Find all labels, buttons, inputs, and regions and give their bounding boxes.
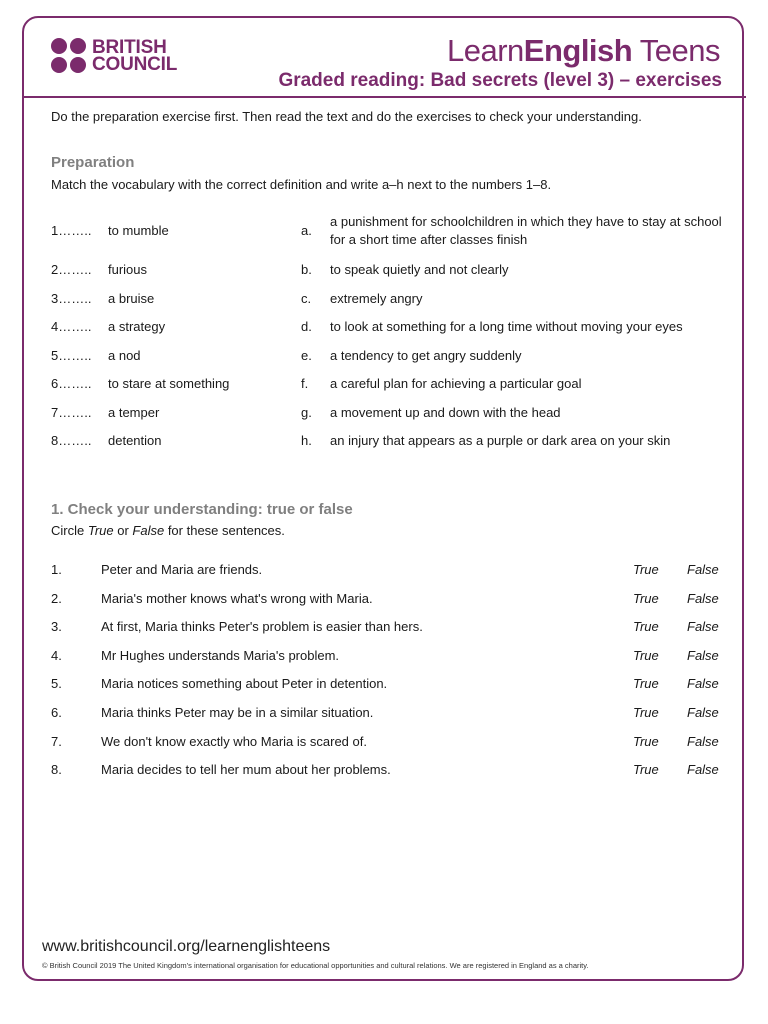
definition-text: a tendency to get angry suddenly <box>330 348 522 363</box>
true-option[interactable]: True <box>633 762 659 778</box>
statement-number: 6. <box>51 705 62 720</box>
logo-dots-icon <box>51 38 86 73</box>
definition-text: to look at something for a long time without moving your eyes <box>330 319 683 334</box>
definition-letter: c. <box>301 291 312 306</box>
true-option[interactable]: True <box>633 676 659 692</box>
definition-text: a careful plan for achieving a particular goal <box>330 376 582 391</box>
exercise1-heading: 1. Check your understanding: true or false <box>51 501 353 518</box>
definition-letter: d. <box>301 319 312 334</box>
vocab-term: to stare at something <box>108 376 230 391</box>
vocab-number[interactable]: 1…….. <box>51 223 92 238</box>
british-council-logo <box>51 38 177 73</box>
footer-url[interactable]: www.britishcouncil.org/learnenglishteens <box>42 938 331 955</box>
vocab-number[interactable]: 4…….. <box>51 319 92 334</box>
statement-text: Maria thinks Peter may be in a similar situation. <box>101 705 374 720</box>
statement-text: At first, Maria thinks Peter's problem is easier than hers. <box>101 619 423 635</box>
page-title: Graded reading: Bad secrets (level 3) – exercises <box>278 70 722 91</box>
statement-number: 1. <box>51 562 62 577</box>
statement-text: Maria notices something about Peter in detention. <box>101 676 388 692</box>
definition-text: a punishment for schoolchildren in which they have to stay at school for a short time after classes finish <box>330 214 722 247</box>
definition-letter: b. <box>301 262 312 277</box>
definition-text: to speak quietly and not clearly <box>330 262 509 277</box>
logo-line-2: COUNCIL <box>92 53 178 75</box>
vocab-term: a strategy <box>108 319 166 334</box>
statement-number: 7. <box>51 733 62 749</box>
preparation-instruction: Match the vocabulary with the correct definition and write a–h next to the numbers 1–8. <box>51 177 552 192</box>
false-option[interactable]: False <box>687 733 719 749</box>
false-option[interactable]: False <box>687 705 719 720</box>
preparation-heading: Preparation <box>51 154 135 171</box>
learnenglish-teens-logo: LearnEnglish Teens <box>446 33 720 68</box>
statement-number: 4. <box>51 647 62 663</box>
false-option[interactable]: False <box>687 762 719 778</box>
true-option[interactable]: True <box>633 619 659 635</box>
false-option[interactable]: False <box>687 676 719 692</box>
false-option[interactable]: False <box>687 647 719 663</box>
vocab-term: detention <box>108 433 162 448</box>
true-option[interactable]: True <box>633 733 659 749</box>
vocab-term: a nod <box>108 348 141 363</box>
false-option[interactable]: False <box>687 590 719 606</box>
definition-letter: a. <box>301 223 312 238</box>
statement-number: 3. <box>51 619 62 635</box>
header-divider <box>22 96 746 98</box>
statement-number: 5. <box>51 676 62 692</box>
true-option[interactable]: True <box>633 705 659 720</box>
vocab-number[interactable]: 3…….. <box>51 291 92 306</box>
vocab-number[interactable]: 6…….. <box>51 376 92 391</box>
vocab-number[interactable]: 5…….. <box>51 348 92 363</box>
vocab-term: furious <box>108 262 148 277</box>
vocab-number[interactable]: 7…….. <box>51 405 92 420</box>
false-option[interactable]: False <box>687 619 719 635</box>
logo-line-1: BRITISH <box>92 36 167 58</box>
vocab-term: a bruise <box>108 291 155 306</box>
definition-text: extremely angry <box>330 291 423 306</box>
exercise1-instruction: Circle True or False for these sentences. <box>51 523 285 538</box>
definition-text: a movement up and down with the head <box>330 405 561 420</box>
vocab-term: to mumble <box>108 223 169 238</box>
definition-letter: g. <box>301 405 312 420</box>
statement-text: Peter and Maria are friends. <box>101 562 263 577</box>
false-option[interactable]: False <box>687 562 719 577</box>
statement-number: 2. <box>51 590 62 606</box>
vocab-number[interactable]: 8…….. <box>51 433 92 448</box>
intro-text: Do the preparation exercise first. Then read the text and do the exercises to check your understanding. <box>51 109 642 124</box>
definition-text: an injury that appears as a purple or dark area on your skin <box>330 433 671 448</box>
statement-text: Maria decides to tell her mum about her problems. <box>101 762 391 778</box>
true-option[interactable]: True <box>633 647 659 663</box>
statement-text: Mr Hughes understands Maria's problem. <box>101 647 340 663</box>
vocab-number[interactable]: 2…….. <box>51 262 92 277</box>
true-option[interactable]: True <box>633 562 659 577</box>
definition-letter: e. <box>301 348 312 363</box>
statement-text: We don't know exactly who Maria is scared of. <box>101 733 367 749</box>
statement-number: 8. <box>51 762 62 778</box>
statement-text: Maria's mother knows what's wrong with Maria. <box>101 590 373 606</box>
definition-letter: f. <box>301 376 309 391</box>
vocab-term: a temper <box>108 405 160 420</box>
true-option[interactable]: True <box>633 590 659 606</box>
definition-letter: h. <box>301 433 312 448</box>
footer-copyright: © British Council 2019 The United Kingdom’s international organisation for educational opportunities and cultural relations. We are registered in England as a charity. <box>42 961 589 970</box>
